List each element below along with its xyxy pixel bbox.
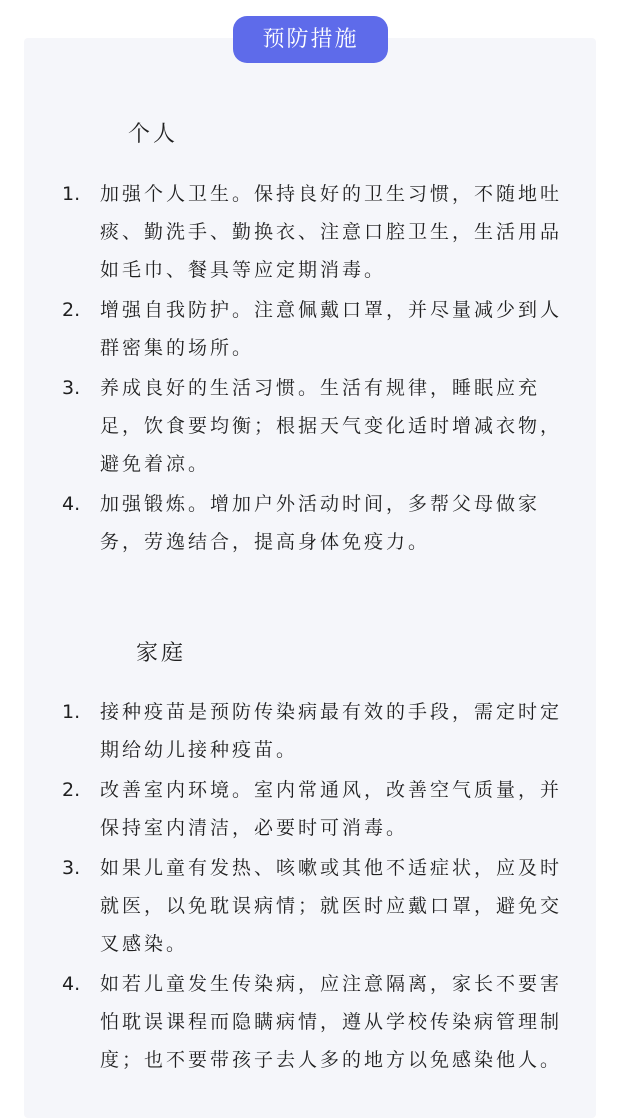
- item-text: 养成良好的生活习惯。生活有规律，睡眠应充足，饮食要均衡；根据天气变化适时增减衣物，避免着凉。: [100, 377, 563, 475]
- item-text: 如若儿童发生传染病，应注意隔离，家长不要害怕耽误课程而隐瞒病情，遵从学校传染病管理制度；也不要带孩子去人多的地方以免感染他人。: [100, 973, 563, 1071]
- list-item: [62, 771, 582, 847]
- item-text: 接种疫苗是预防传染病最有效的手段，需定时定期给幼儿接种疫苗。: [100, 701, 563, 761]
- personal-list: [62, 175, 582, 563]
- item-number: 4.: [62, 973, 81, 995]
- family-list: [62, 693, 582, 1081]
- item-text: 加强个人卫生。保持良好的卫生习惯，不随地吐痰、勤洗手、勤换衣、注意口腔卫生，生活用品如毛巾、餐具等应定期消毒。: [100, 183, 563, 281]
- item-text: 加强锻炼。增加户外活动时间，多帮父母做家务，劳逸结合，提高身体免疫力。: [100, 493, 541, 553]
- item-number: 1.: [62, 183, 81, 205]
- item-number: 2.: [62, 299, 81, 321]
- item-text: 如果儿童有发热、咳嗽或其他不适症状，应及时就医，以免耽误病情；就医时应戴口罩，避免交叉感染。: [100, 857, 563, 955]
- list-item: [62, 369, 582, 483]
- list-item: [62, 291, 582, 367]
- personal-heading: 个人: [128, 122, 179, 147]
- item-number: 3.: [62, 857, 81, 879]
- section-badge: 预防措施: [233, 16, 388, 63]
- list-item: [62, 693, 582, 769]
- item-number: 2.: [62, 779, 81, 801]
- list-item: [62, 849, 582, 963]
- list-item: [62, 485, 582, 561]
- list-item: [62, 175, 582, 289]
- item-number: 1.: [62, 701, 81, 723]
- item-text: 增强自我防护。注意佩戴口罩，并尽量减少到人群密集的场所。: [100, 299, 563, 359]
- item-number: 4.: [62, 493, 81, 515]
- family-heading: 家庭: [136, 641, 187, 666]
- list-item: [62, 965, 582, 1079]
- item-text: 改善室内环境。室内常通风，改善空气质量，并保持室内清洁，必要时可消毒。: [100, 779, 563, 839]
- item-number: 3.: [62, 377, 81, 399]
